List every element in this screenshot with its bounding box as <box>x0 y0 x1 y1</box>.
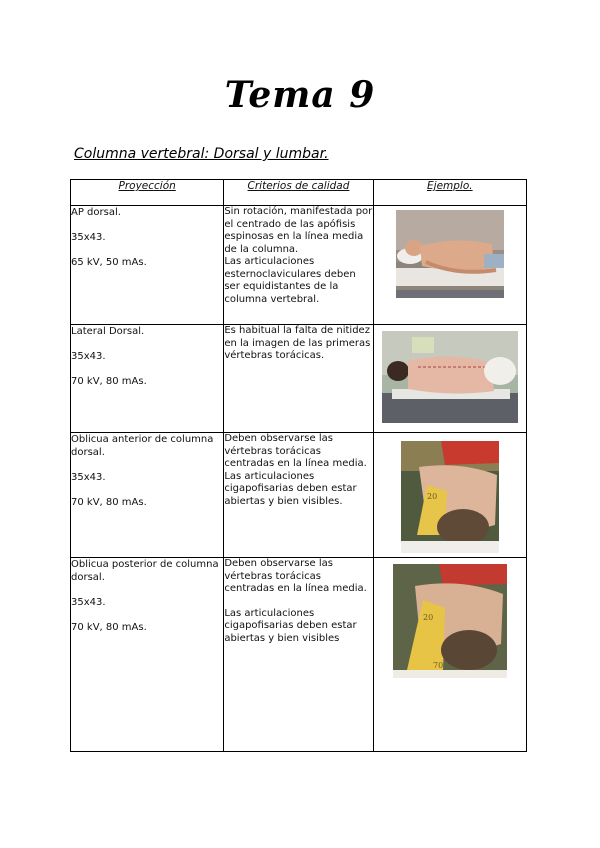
projection-name: Lateral Dorsal. <box>71 326 145 337</box>
wedge-label: 20 <box>426 492 437 501</box>
exposure-factors: 65 kV, 50 mAs. <box>71 257 147 268</box>
film-size: 35x43. <box>71 351 106 362</box>
criteria-cell <box>224 433 373 558</box>
film-size: 35x43. <box>71 472 106 483</box>
criteria-text: Sin rotación, manifestada por el centrado de las apófisis espinosas en la línea media de la columna. <box>224 206 373 255</box>
table-header-row <box>71 180 527 206</box>
criteria-cell <box>224 558 373 752</box>
criteria-text: Es habitual la falta de nitidez en la imagen de las primeras vértebras torácicas. <box>224 325 371 361</box>
table-row <box>71 433 527 558</box>
photo-ap-dorsal <box>396 210 504 298</box>
projection-cell <box>71 325 224 433</box>
film-size: 35x43. <box>71 597 106 608</box>
projection-cell <box>71 206 224 325</box>
projections-table <box>70 179 527 752</box>
photo-oblique-anterior <box>401 441 499 553</box>
criteria-cell <box>224 325 373 433</box>
section-subtitle: Columna vertebral: Dorsal y lumbar. <box>74 146 329 162</box>
criteria-text: Las articulaciones cigapofisarias deben estar abiertas y bien visibles <box>224 607 357 644</box>
projection-name: Oblicua posterior de columna dorsal. <box>71 559 219 583</box>
exposure-factors: 70 kV, 80 mAs. <box>71 376 147 387</box>
projection-name: Oblicua anterior de columna dorsal. <box>71 434 214 458</box>
criteria-text: Deben observarse las vértebras torácicas centradas en la línea media. <box>224 558 367 594</box>
projection-cell <box>71 433 224 558</box>
criteria-text: Deben observarse las vértebras torácicas centradas en la línea media. <box>224 433 367 469</box>
example-cell <box>373 433 526 558</box>
example-cell <box>373 558 526 752</box>
header-criterios: Criterios de calidad <box>224 180 373 206</box>
projection-name: AP dorsal. <box>71 207 121 218</box>
photo-lateral-dorsal <box>382 331 518 423</box>
projection-cell <box>71 558 224 752</box>
exposure-factors: 70 kV, 80 mAs. <box>71 497 147 508</box>
wedge-label: 20 <box>422 613 433 622</box>
header-ejemplo: Ejemplo. <box>373 180 526 206</box>
table-row <box>71 206 527 325</box>
table-row <box>71 558 527 752</box>
criteria-cell <box>224 206 373 325</box>
wedge-label: 70 <box>432 661 443 670</box>
criteria-text: Las articulaciones esternoclaviculares deben ser equidistantes de la columna vertebral. <box>224 256 356 305</box>
exposure-factors: 70 kV, 80 mAs. <box>71 622 147 633</box>
photo-oblique-posterior <box>393 564 507 678</box>
example-cell <box>373 325 526 433</box>
criteria-text: Las articulaciones cigapofisarias deben estar abiertas y bien visibles. <box>224 470 357 507</box>
example-cell <box>373 206 526 325</box>
table-row <box>71 325 527 433</box>
film-size: 35x43. <box>71 232 106 243</box>
header-proyeccion: Proyección <box>71 180 224 206</box>
page-title: Tema 9 <box>224 74 376 116</box>
